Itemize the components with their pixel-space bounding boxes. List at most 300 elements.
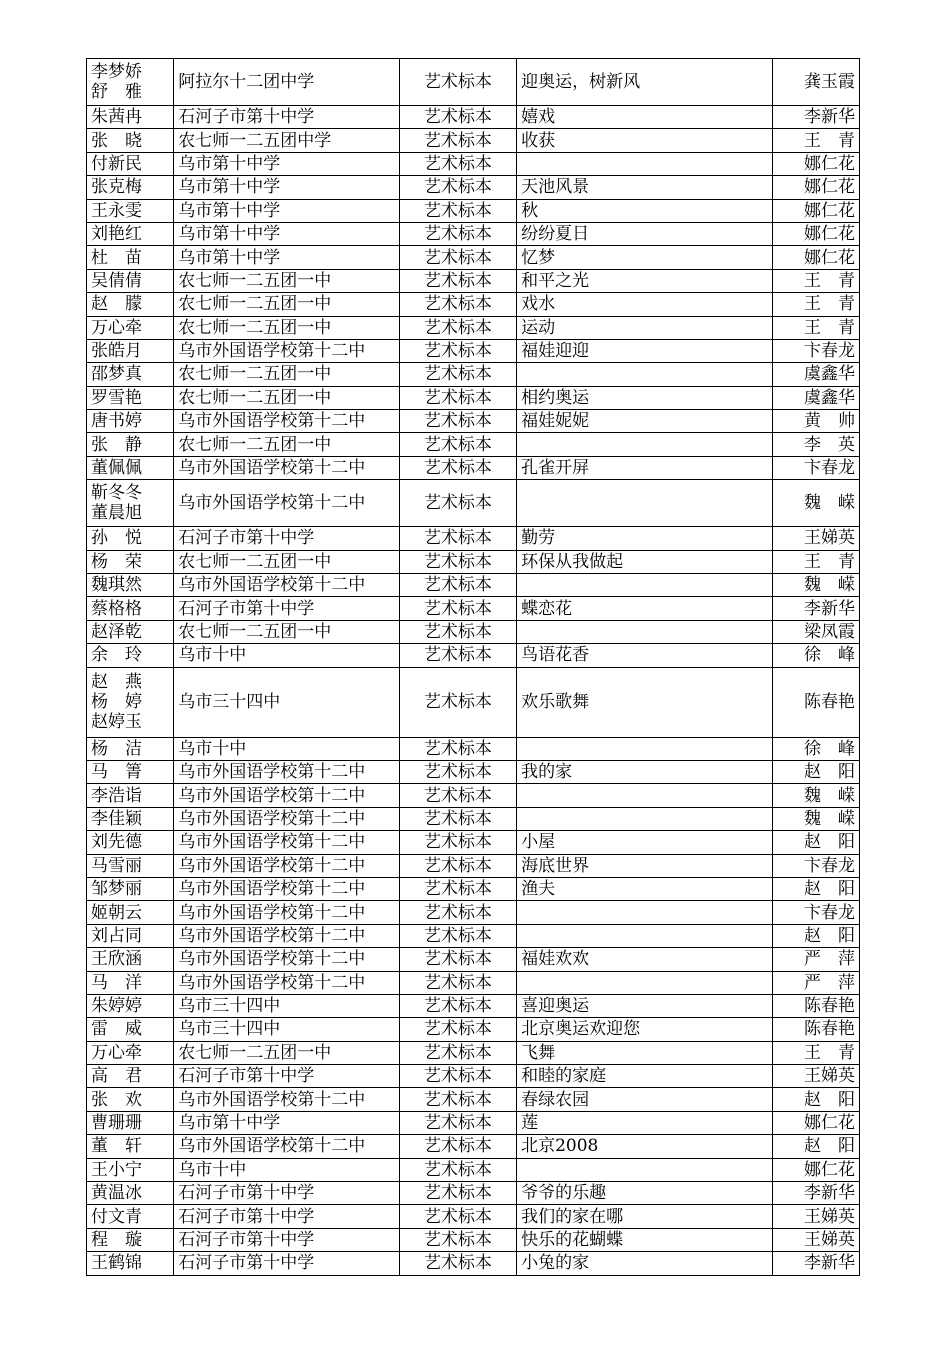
teacher-cell: 赵 阳 <box>772 924 859 947</box>
school-cell: 石河子市第十中学 <box>174 527 400 550</box>
student-name: 张 晓 <box>91 130 142 151</box>
student-name: 马 箐 <box>91 762 142 783</box>
teacher-cell: 梁凤霞 <box>772 620 859 643</box>
school-cell: 乌市第十中学 <box>174 222 400 245</box>
school-cell: 乌市外国语学校第十二中 <box>174 574 400 597</box>
student-name: 赵 燕 <box>91 672 142 693</box>
student-name: 程 璇 <box>91 1229 142 1250</box>
school-cell: 乌市第十中学 <box>174 199 400 222</box>
student-name: 张皓月 <box>91 341 142 362</box>
table-row <box>87 129 860 152</box>
student-name-cell <box>87 129 174 152</box>
student-name-cell <box>87 597 174 620</box>
table-row <box>87 807 860 830</box>
teacher-cell: 赵 阳 <box>772 1135 859 1158</box>
teacher-cell: 卞春龙 <box>772 854 859 877</box>
title-cell: 小兔的家 <box>517 1252 773 1275</box>
teacher-cell: 赵 阳 <box>772 877 859 900</box>
student-name: 董 轩 <box>91 1136 142 1157</box>
category-cell: 艺术标本 <box>399 948 516 971</box>
student-name: 雷 威 <box>91 1019 142 1040</box>
student-name: 张克梅 <box>91 177 142 198</box>
table-row <box>87 1041 860 1064</box>
table-row <box>87 152 860 175</box>
student-name: 李佳颖 <box>91 808 142 829</box>
category-cell: 艺术标本 <box>399 901 516 924</box>
student-name: 吴倩倩 <box>91 270 142 291</box>
student-name-cell <box>87 994 174 1017</box>
teacher-cell: 王 青 <box>772 1041 859 1064</box>
school-cell: 乌市第十中学 <box>174 246 400 269</box>
teacher-cell: 王娣英 <box>772 1228 859 1251</box>
student-name-cell <box>87 831 174 854</box>
school-cell: 乌市外国语学校第十二中 <box>174 1135 400 1158</box>
school-cell: 农七师一二五团一中 <box>174 433 400 456</box>
student-name-cell <box>87 106 174 129</box>
table-row <box>87 994 860 1017</box>
category-cell: 艺术标本 <box>399 246 516 269</box>
title-cell: 莲 <box>517 1111 773 1134</box>
student-name-cell <box>87 1041 174 1064</box>
table-row <box>87 550 860 573</box>
table-row <box>87 620 860 643</box>
student-name: 王鹤锦 <box>91 1253 142 1274</box>
table-row <box>87 1252 860 1275</box>
student-name: 黄温冰 <box>91 1183 142 1204</box>
table-row <box>87 386 860 409</box>
school-cell: 乌市外国语学校第十二中 <box>174 339 400 362</box>
teacher-cell: 王 青 <box>772 129 859 152</box>
school-cell: 农七师一二五团一中 <box>174 620 400 643</box>
category-cell: 艺术标本 <box>399 59 516 106</box>
table-row <box>87 877 860 900</box>
table-row <box>87 1135 860 1158</box>
teacher-cell: 娜仁花 <box>772 1111 859 1134</box>
teacher-cell: 严 萍 <box>772 971 859 994</box>
category-cell: 艺术标本 <box>399 1088 516 1111</box>
category-cell: 艺术标本 <box>399 363 516 386</box>
teacher-cell: 徐 峰 <box>772 644 859 667</box>
title-cell: 北京奥运欢迎您 <box>517 1018 773 1041</box>
category-cell: 艺术标本 <box>399 620 516 643</box>
student-name-cell <box>87 877 174 900</box>
student-name-cell <box>87 1252 174 1275</box>
teacher-cell: 虞鑫华 <box>772 386 859 409</box>
student-name-cell <box>87 176 174 199</box>
school-cell: 石河子市第十中学 <box>174 1182 400 1205</box>
title-cell: 小屋 <box>517 831 773 854</box>
student-name: 余 玲 <box>91 645 142 666</box>
category-cell: 艺术标本 <box>399 877 516 900</box>
teacher-cell: 娜仁花 <box>772 176 859 199</box>
teacher-cell: 娜仁花 <box>772 222 859 245</box>
school-cell: 乌市外国语学校第十二中 <box>174 480 400 527</box>
category-cell: 艺术标本 <box>399 667 516 737</box>
student-name: 杨 婷 <box>91 692 142 713</box>
student-name-cell <box>87 737 174 760</box>
table-row <box>87 1018 860 1041</box>
teacher-cell: 王娣英 <box>772 1065 859 1088</box>
school-cell: 农七师一二五团一中 <box>174 316 400 339</box>
student-name-cell <box>87 410 174 433</box>
student-name: 魏琪然 <box>91 575 142 596</box>
table-row <box>87 831 860 854</box>
student-name-cell <box>87 433 174 456</box>
teacher-cell: 李新华 <box>772 597 859 620</box>
school-cell: 乌市十中 <box>174 1158 400 1181</box>
student-name-cell <box>87 293 174 316</box>
title-cell: 飞舞 <box>517 1041 773 1064</box>
teacher-cell: 陈春艳 <box>772 994 859 1017</box>
student-name-cell <box>87 550 174 573</box>
category-cell: 艺术标本 <box>399 1158 516 1181</box>
category-cell: 艺术标本 <box>399 784 516 807</box>
category-cell: 艺术标本 <box>399 760 516 783</box>
category-cell: 艺术标本 <box>399 129 516 152</box>
category-cell: 艺术标本 <box>399 199 516 222</box>
school-cell: 乌市十中 <box>174 737 400 760</box>
student-name: 刘占同 <box>91 925 142 946</box>
student-name: 张 静 <box>91 434 142 455</box>
student-name-cell <box>87 480 174 527</box>
category-cell: 艺术标本 <box>399 924 516 947</box>
teacher-cell: 王娣英 <box>772 527 859 550</box>
table-row <box>87 644 860 667</box>
title-cell: 相约奥运 <box>517 386 773 409</box>
teacher-cell: 魏 嵘 <box>772 480 859 527</box>
category-cell: 艺术标本 <box>399 550 516 573</box>
category-cell: 艺术标本 <box>399 152 516 175</box>
table-row <box>87 1065 860 1088</box>
school-cell: 石河子市第十中学 <box>174 1205 400 1228</box>
table-row <box>87 527 860 550</box>
title-cell: 福娃欢欢 <box>517 948 773 971</box>
table-row <box>87 1111 860 1134</box>
category-cell: 艺术标本 <box>399 737 516 760</box>
student-name-cell <box>87 1088 174 1111</box>
student-name: 罗雪艳 <box>91 387 142 408</box>
table-row <box>87 59 860 106</box>
teacher-cell: 卞春龙 <box>772 456 859 479</box>
category-cell: 艺术标本 <box>399 1205 516 1228</box>
teacher-cell: 魏 嵘 <box>772 807 859 830</box>
table-row <box>87 176 860 199</box>
teacher-cell: 卞春龙 <box>772 339 859 362</box>
title-cell: 环保从我做起 <box>517 550 773 573</box>
school-cell: 乌市外国语学校第十二中 <box>174 901 400 924</box>
student-name: 舒 雅 <box>91 82 142 102</box>
table-row <box>87 480 860 527</box>
category-cell: 艺术标本 <box>399 971 516 994</box>
category-cell: 艺术标本 <box>399 1135 516 1158</box>
student-name-cell <box>87 1065 174 1088</box>
school-cell: 乌市外国语学校第十二中 <box>174 948 400 971</box>
category-cell: 艺术标本 <box>399 433 516 456</box>
title-cell: 我的家 <box>517 760 773 783</box>
category-cell: 艺术标本 <box>399 1182 516 1205</box>
school-cell: 农七师一二五团一中 <box>174 550 400 573</box>
student-name: 刘艳红 <box>91 224 142 245</box>
teacher-cell: 李新华 <box>772 106 859 129</box>
table-row <box>87 737 860 760</box>
student-name: 靳冬冬 <box>91 483 142 504</box>
title-cell: 北京2008 <box>517 1135 773 1158</box>
student-name: 王小宁 <box>91 1159 142 1180</box>
teacher-cell: 娜仁花 <box>772 246 859 269</box>
category-cell: 艺术标本 <box>399 831 516 854</box>
student-name: 朱婷婷 <box>91 996 142 1017</box>
student-name-cell <box>87 901 174 924</box>
student-name: 付文青 <box>91 1206 142 1227</box>
teacher-cell: 徐 峰 <box>772 737 859 760</box>
table-row <box>87 1158 860 1181</box>
title-cell <box>517 737 773 760</box>
school-cell: 乌市外国语学校第十二中 <box>174 831 400 854</box>
title-cell: 快乐的花蝴蝶 <box>517 1228 773 1251</box>
student-name: 万心牵 <box>91 1042 142 1063</box>
title-cell <box>517 901 773 924</box>
student-name: 赵 朦 <box>91 294 142 315</box>
student-name-cell <box>87 199 174 222</box>
category-cell: 艺术标本 <box>399 176 516 199</box>
category-cell: 艺术标本 <box>399 222 516 245</box>
student-name-cell <box>87 1135 174 1158</box>
student-name-cell <box>87 152 174 175</box>
school-cell: 乌市第十中学 <box>174 176 400 199</box>
table-row <box>87 667 860 737</box>
school-cell: 乌市外国语学校第十二中 <box>174 971 400 994</box>
awards-table-body <box>87 59 860 1276</box>
student-name-cell <box>87 1111 174 1134</box>
table-row <box>87 410 860 433</box>
title-cell: 戏水 <box>517 293 773 316</box>
student-name-cell <box>87 807 174 830</box>
teacher-cell: 龚玉霞 <box>772 59 859 106</box>
table-row <box>87 339 860 362</box>
student-name-cell <box>87 971 174 994</box>
student-name: 马雪丽 <box>91 855 142 876</box>
school-cell: 农七师一二五团中学 <box>174 129 400 152</box>
school-cell: 农七师一二五团一中 <box>174 293 400 316</box>
student-name-cell <box>87 1158 174 1181</box>
student-name: 唐书婷 <box>91 411 142 432</box>
school-cell: 乌市外国语学校第十二中 <box>174 410 400 433</box>
teacher-cell: 赵 阳 <box>772 831 859 854</box>
table-row <box>87 948 860 971</box>
teacher-cell: 严 萍 <box>772 948 859 971</box>
category-cell: 艺术标本 <box>399 1111 516 1134</box>
student-name: 孙 悦 <box>91 528 142 549</box>
student-name: 姬朝云 <box>91 902 142 923</box>
teacher-cell: 魏 嵘 <box>772 574 859 597</box>
school-cell: 石河子市第十中学 <box>174 1252 400 1275</box>
student-name: 董晨旭 <box>91 503 142 524</box>
title-cell: 天池风景 <box>517 176 773 199</box>
teacher-cell: 李新华 <box>772 1252 859 1275</box>
student-name: 董佩佩 <box>91 458 142 479</box>
student-name-cell <box>87 222 174 245</box>
teacher-cell: 王 青 <box>772 550 859 573</box>
teacher-cell: 王 青 <box>772 269 859 292</box>
school-cell: 石河子市第十中学 <box>174 597 400 620</box>
title-cell <box>517 620 773 643</box>
category-cell: 艺术标本 <box>399 807 516 830</box>
student-name-cell <box>87 246 174 269</box>
title-cell: 孔雀开屏 <box>517 456 773 479</box>
student-name-cell <box>87 1018 174 1041</box>
title-cell <box>517 152 773 175</box>
teacher-cell: 黄 帅 <box>772 410 859 433</box>
teacher-cell: 卞春龙 <box>772 901 859 924</box>
category-cell: 艺术标本 <box>399 574 516 597</box>
school-cell: 乌市外国语学校第十二中 <box>174 1088 400 1111</box>
teacher-cell: 李 英 <box>772 433 859 456</box>
student-name: 赵泽乾 <box>91 622 142 642</box>
student-name-cell <box>87 760 174 783</box>
student-name: 高 君 <box>91 1066 142 1087</box>
student-name-cell <box>87 1228 174 1251</box>
school-cell: 乌市外国语学校第十二中 <box>174 854 400 877</box>
title-cell <box>517 807 773 830</box>
table-row <box>87 1182 860 1205</box>
title-cell: 和平之光 <box>517 269 773 292</box>
teacher-cell: 王 青 <box>772 316 859 339</box>
school-cell: 乌市外国语学校第十二中 <box>174 784 400 807</box>
student-name-cell <box>87 948 174 971</box>
school-cell: 农七师一二五团一中 <box>174 386 400 409</box>
school-cell: 乌市三十四中 <box>174 994 400 1017</box>
teacher-cell: 魏 嵘 <box>772 784 859 807</box>
category-cell: 艺术标本 <box>399 386 516 409</box>
title-cell: 嬉戏 <box>517 106 773 129</box>
school-cell: 乌市外国语学校第十二中 <box>174 760 400 783</box>
student-name: 邵梦真 <box>91 364 142 385</box>
table-row <box>87 246 860 269</box>
category-cell: 艺术标本 <box>399 994 516 1017</box>
student-name: 杨 洁 <box>91 738 142 759</box>
school-cell: 乌市三十四中 <box>174 667 400 737</box>
category-cell: 艺术标本 <box>399 1228 516 1251</box>
student-name-cell <box>87 620 174 643</box>
student-name-cell <box>87 784 174 807</box>
student-name: 王欣涵 <box>91 949 142 970</box>
school-cell: 石河子市第十中学 <box>174 1228 400 1251</box>
table-row <box>87 854 860 877</box>
teacher-cell: 王娣英 <box>772 1205 859 1228</box>
category-cell: 艺术标本 <box>399 339 516 362</box>
title-cell <box>517 480 773 527</box>
student-name-cell <box>87 59 174 106</box>
student-name: 蔡格格 <box>91 598 142 619</box>
table-row <box>87 199 860 222</box>
teacher-cell: 王 青 <box>772 293 859 316</box>
student-name: 李浩诣 <box>91 785 142 806</box>
table-row <box>87 597 860 620</box>
school-cell: 农七师一二五团一中 <box>174 269 400 292</box>
category-cell: 艺术标本 <box>399 269 516 292</box>
title-cell: 秋 <box>517 199 773 222</box>
student-name-cell <box>87 456 174 479</box>
title-cell: 我们的家在哪 <box>517 1205 773 1228</box>
student-name-cell <box>87 667 174 737</box>
school-cell: 农七师一二五团一中 <box>174 363 400 386</box>
title-cell: 爷爷的乐趣 <box>517 1182 773 1205</box>
teacher-cell: 李新华 <box>772 1182 859 1205</box>
table-row <box>87 1228 860 1251</box>
title-cell <box>517 433 773 456</box>
school-cell: 乌市外国语学校第十二中 <box>174 877 400 900</box>
student-name: 赵婷玉 <box>91 712 142 733</box>
table-row <box>87 293 860 316</box>
table-row <box>87 901 860 924</box>
category-cell: 艺术标本 <box>399 1018 516 1041</box>
title-cell <box>517 1158 773 1181</box>
student-name-cell <box>87 339 174 362</box>
teacher-cell: 赵 阳 <box>772 1088 859 1111</box>
table-row <box>87 269 860 292</box>
category-cell: 艺术标本 <box>399 1252 516 1275</box>
student-name-cell <box>87 644 174 667</box>
title-cell: 福娃迎迎 <box>517 339 773 362</box>
teacher-cell: 陈春艳 <box>772 1018 859 1041</box>
category-cell: 艺术标本 <box>399 1065 516 1088</box>
student-name-cell <box>87 854 174 877</box>
title-cell <box>517 784 773 807</box>
school-cell: 乌市第十中学 <box>174 152 400 175</box>
title-cell: 蝶恋花 <box>517 597 773 620</box>
table-row <box>87 456 860 479</box>
category-cell: 艺术标本 <box>399 106 516 129</box>
teacher-cell: 虞鑫华 <box>772 363 859 386</box>
title-cell: 鸟语花香 <box>517 644 773 667</box>
table-row <box>87 1205 860 1228</box>
school-cell: 阿拉尔十二团中学 <box>174 59 400 106</box>
student-name: 王永雯 <box>91 200 142 221</box>
category-cell: 艺术标本 <box>399 854 516 877</box>
title-cell: 迎奥运，树新风 <box>517 59 773 106</box>
student-name-cell <box>87 574 174 597</box>
student-name: 李梦娇 <box>91 62 142 82</box>
teacher-cell: 娜仁花 <box>772 1158 859 1181</box>
table-row <box>87 760 860 783</box>
student-name-cell <box>87 363 174 386</box>
table-row <box>87 924 860 947</box>
title-cell: 福娃妮妮 <box>517 410 773 433</box>
student-name: 曹珊珊 <box>91 1113 142 1134</box>
table-row <box>87 971 860 994</box>
table-row <box>87 433 860 456</box>
student-name: 马 洋 <box>91 972 142 993</box>
table-row <box>87 784 860 807</box>
school-cell: 乌市十中 <box>174 644 400 667</box>
category-cell: 艺术标本 <box>399 456 516 479</box>
title-cell: 和睦的家庭 <box>517 1065 773 1088</box>
school-cell: 乌市外国语学校第十二中 <box>174 924 400 947</box>
title-cell: 春绿农园 <box>517 1088 773 1111</box>
student-name: 杨 荣 <box>91 551 142 572</box>
title-cell <box>517 363 773 386</box>
school-cell: 乌市外国语学校第十二中 <box>174 456 400 479</box>
school-cell: 乌市外国语学校第十二中 <box>174 807 400 830</box>
student-name-cell <box>87 1205 174 1228</box>
category-cell: 艺术标本 <box>399 527 516 550</box>
title-cell: 海底世界 <box>517 854 773 877</box>
title-cell: 纷纷夏日 <box>517 222 773 245</box>
student-name: 杜 苗 <box>91 247 142 268</box>
table-row <box>87 574 860 597</box>
title-cell: 勤劳 <box>517 527 773 550</box>
category-cell: 艺术标本 <box>399 1041 516 1064</box>
